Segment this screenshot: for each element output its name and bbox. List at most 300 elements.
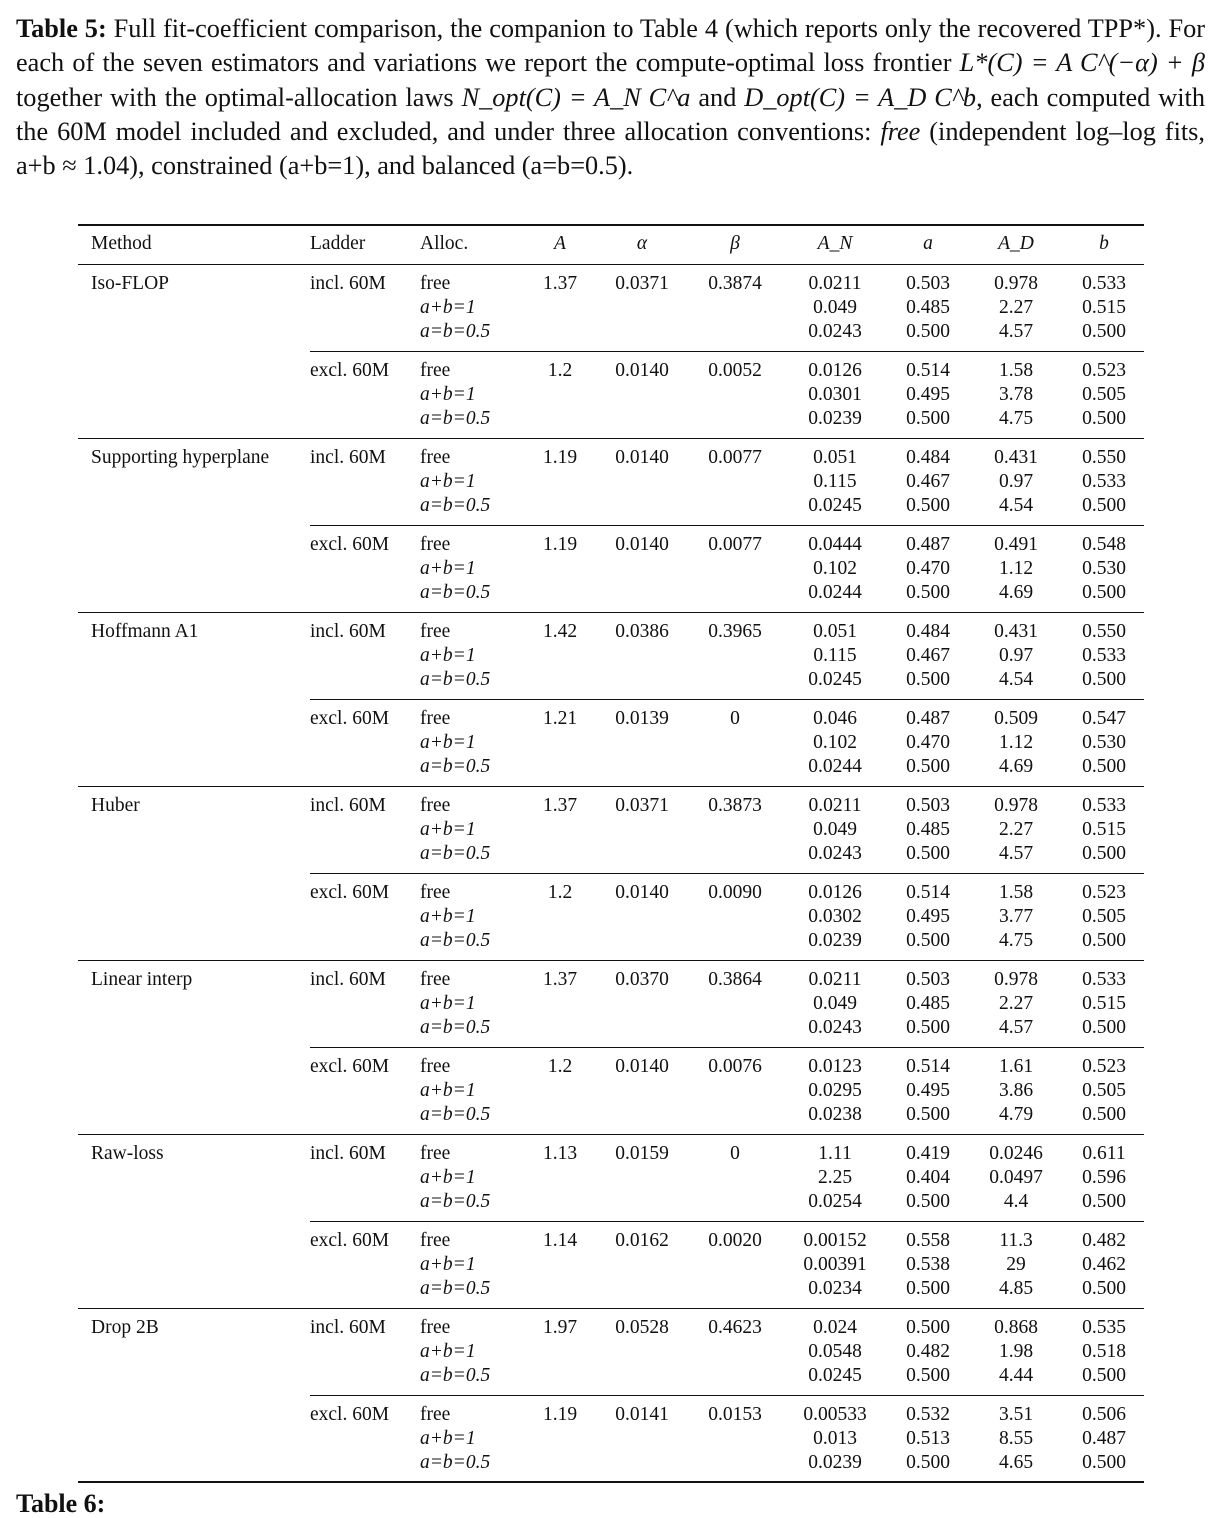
table-row <box>310 1134 1144 1221</box>
cell-alpha: 0.0370 <box>615 969 669 990</box>
cell-A-D-value: 1.58 <box>998 882 1034 903</box>
cell-b <box>1071 272 1137 344</box>
header-a: a <box>923 233 933 254</box>
cell-alpha: 0.0386 <box>615 621 669 642</box>
cell-a <box>896 968 960 1040</box>
method-name: Supporting hyperplane <box>91 447 270 468</box>
cell-b-value: 0.500 <box>1082 582 1126 603</box>
cell-A-D-value: 1.61 <box>998 1056 1034 1077</box>
cell-A-D <box>975 359 1057 431</box>
cell-b-value: 0.515 <box>1082 819 1126 840</box>
cell-A-D-value: 0.978 <box>994 273 1038 294</box>
cell-a-value: 0.500 <box>906 495 950 516</box>
cell-A: 1.13 <box>542 1143 578 1164</box>
header-alloc: Alloc. <box>420 233 469 254</box>
method-name: Raw-loss <box>91 1143 164 1164</box>
method-name: Linear interp <box>91 969 193 990</box>
cell-a-value: 0.484 <box>906 621 950 642</box>
cell-a-value: 0.500 <box>906 1104 950 1125</box>
cell-A-D <box>975 272 1057 344</box>
cell-A-N-value: 0.024 <box>813 1317 857 1338</box>
method-name: Drop 2B <box>91 1317 159 1338</box>
cell-a <box>896 1316 960 1388</box>
cell-A-D <box>975 1403 1057 1475</box>
cell-a-value: 0.500 <box>906 669 950 690</box>
cell-alloc <box>420 881 490 953</box>
cell-A-D-value: 0.431 <box>994 447 1038 468</box>
cell-alpha: 0.0140 <box>615 882 669 903</box>
cell-b-value: 0.500 <box>1082 408 1126 429</box>
row-rule <box>310 1395 1144 1396</box>
cell-a-value: 0.514 <box>906 360 950 381</box>
alloc-label: free <box>420 708 451 729</box>
cell-A-N-value: 0.051 <box>813 447 857 468</box>
cell-alloc <box>420 359 490 431</box>
cell-A-D-value: 0.978 <box>994 969 1038 990</box>
cell-A-N-value: 0.049 <box>813 819 857 840</box>
cell-b-value: 0.530 <box>1082 732 1126 753</box>
cell-a-value: 0.495 <box>906 1080 950 1101</box>
cell-A-N <box>790 1403 880 1475</box>
cell-a <box>896 1229 960 1301</box>
cell-A-D <box>975 533 1057 605</box>
cell-alloc <box>420 1403 490 1475</box>
alloc-label: free <box>420 1056 451 1077</box>
cell-A-D-value: 4.54 <box>998 669 1034 690</box>
cell-b-value: 0.500 <box>1082 495 1126 516</box>
cell-b <box>1071 1229 1137 1301</box>
cell-b-value: 0.500 <box>1082 1452 1126 1473</box>
cell-A-N-value: 0.0254 <box>808 1191 862 1212</box>
cell-A-N-value: 0.00152 <box>803 1230 867 1251</box>
table-row <box>310 873 1144 960</box>
cell-A: 1.2 <box>547 882 573 903</box>
cell-alpha: 0.0140 <box>615 360 669 381</box>
cell-A-D-value: 11.3 <box>999 1230 1033 1251</box>
cell-alpha: 0.0528 <box>615 1317 669 1338</box>
table-row <box>310 1308 1144 1395</box>
cell-a-value: 0.503 <box>906 969 950 990</box>
alloc-label: a=b=0.5 <box>420 669 491 690</box>
cell-a-value: 0.482 <box>906 1341 950 1362</box>
cell-a-value: 0.503 <box>906 795 950 816</box>
alloc-label: free <box>420 1404 451 1425</box>
cell-A-D-value: 1.12 <box>998 558 1034 579</box>
alloc-label: a=b=0.5 <box>420 495 491 516</box>
cell-A-N <box>790 533 880 605</box>
cell-A-D-value: 1.98 <box>998 1341 1034 1362</box>
cell-A-N-value: 0.0295 <box>808 1080 862 1101</box>
caption-formula-d: D_opt(C) = A_D C^b <box>744 82 977 112</box>
cell-a-value: 0.485 <box>906 819 950 840</box>
cell-a-value: 0.470 <box>906 732 950 753</box>
cell-b-value: 0.500 <box>1082 843 1126 864</box>
cell-A: 1.19 <box>542 534 578 555</box>
cell-alpha: 0.0139 <box>615 708 669 729</box>
cell-A-N-value: 0.0126 <box>808 882 862 903</box>
cell-A-D-value: 3.78 <box>998 384 1034 405</box>
cell-A-N-value: 0.0239 <box>808 1452 862 1473</box>
cell-A-N-value: 0.0211 <box>808 273 862 294</box>
cell-A: 1.21 <box>542 708 578 729</box>
cell-a-value: 0.500 <box>906 1017 950 1038</box>
cell-a <box>896 707 960 779</box>
cell-a-value: 0.467 <box>906 471 950 492</box>
cell-a-value: 0.487 <box>906 534 950 555</box>
cell-alpha: 0.0162 <box>615 1230 669 1251</box>
cell-b-value: 0.533 <box>1082 969 1126 990</box>
cell-alpha: 0.0159 <box>615 1143 669 1164</box>
caption-text-4: , each computed with the 60M model included and excluded, and under three allocation conventions: <box>16 82 1205 146</box>
alloc-label: a+b=1 <box>420 297 476 318</box>
cell-alloc <box>420 794 490 866</box>
cell-A-D-value: 0.431 <box>994 621 1038 642</box>
cell-A-N-value: 0.049 <box>813 993 857 1014</box>
cell-a-value: 0.404 <box>906 1167 950 1188</box>
cell-ladder: incl. 60M <box>310 621 386 642</box>
alloc-label: a+b=1 <box>420 906 476 927</box>
cell-A-N-value: 2.25 <box>817 1167 853 1188</box>
cell-a-value: 0.485 <box>906 993 950 1014</box>
cell-A-N-value: 0.0244 <box>808 756 862 777</box>
cell-b-value: 0.505 <box>1082 384 1126 405</box>
alloc-label: a+b=1 <box>420 558 476 579</box>
header-method: Method <box>91 233 152 254</box>
alloc-label: a=b=0.5 <box>420 1452 491 1473</box>
table-row <box>310 438 1144 525</box>
cell-A-N <box>790 446 880 518</box>
cell-A-N <box>790 1055 880 1127</box>
table-row <box>310 786 1144 873</box>
table-row <box>310 525 1144 612</box>
cell-A-D-value: 4.57 <box>998 843 1034 864</box>
cell-A: 1.37 <box>542 969 578 990</box>
cell-A-N <box>790 794 880 866</box>
cell-A-N <box>790 359 880 431</box>
cell-A: 1.42 <box>542 621 578 642</box>
row-rule <box>310 1047 1144 1048</box>
cell-A: 1.19 <box>542 1404 578 1425</box>
cell-b <box>1071 446 1137 518</box>
method-group <box>78 960 1144 1134</box>
cell-A-N-value: 0.0211 <box>808 969 862 990</box>
cell-alloc <box>420 1055 490 1127</box>
cell-A-N-value: 0.0243 <box>808 1017 862 1038</box>
cell-A-N <box>790 1316 880 1388</box>
cell-A-N-value: 1.11 <box>818 1143 852 1164</box>
cell-A-D-value: 1.12 <box>998 732 1034 753</box>
cell-beta: 0.3874 <box>708 273 762 294</box>
cell-b-value: 0.518 <box>1082 1341 1126 1362</box>
cell-A-D-value: 1.58 <box>998 360 1034 381</box>
cell-a-value: 0.500 <box>906 1191 950 1212</box>
cell-b-value: 0.462 <box>1082 1254 1126 1275</box>
cell-b-value: 0.533 <box>1082 471 1126 492</box>
cell-alloc <box>420 272 490 344</box>
cell-A: 1.97 <box>542 1317 578 1338</box>
cell-A-D-value: 4.57 <box>998 321 1034 342</box>
alloc-label: a=b=0.5 <box>420 1278 491 1299</box>
cell-A-N-value: 0.00391 <box>803 1254 867 1275</box>
cell-a-value: 0.500 <box>906 756 950 777</box>
cell-b <box>1071 1142 1137 1214</box>
cell-b-value: 0.505 <box>1082 1080 1126 1101</box>
cell-A-D <box>975 968 1057 1040</box>
cell-b-value: 0.523 <box>1082 1056 1126 1077</box>
cell-a-value: 0.500 <box>906 1317 950 1338</box>
row-rule <box>310 351 1144 352</box>
cell-a-value: 0.558 <box>906 1230 950 1251</box>
alloc-label: a=b=0.5 <box>420 1365 491 1386</box>
alloc-label: a+b=1 <box>420 732 476 753</box>
alloc-label: free <box>420 273 451 294</box>
cell-A-N-value: 0.0234 <box>808 1278 862 1299</box>
header-ladder: Ladder <box>310 233 366 254</box>
cell-ladder: excl. 60M <box>310 708 390 729</box>
method-name: Iso-FLOP <box>91 273 170 294</box>
cell-a-value: 0.419 <box>906 1143 950 1164</box>
row-rule <box>310 525 1144 526</box>
method-group <box>78 1308 1144 1482</box>
cell-A-D <box>975 1229 1057 1301</box>
alloc-label: free <box>420 534 451 555</box>
alloc-label: a=b=0.5 <box>420 843 491 864</box>
method-name: Huber <box>91 795 140 816</box>
cell-beta: 0.3864 <box>708 969 762 990</box>
cell-a-value: 0.500 <box>906 1452 950 1473</box>
cell-b <box>1071 359 1137 431</box>
alloc-label: free <box>420 1143 451 1164</box>
cell-b-value: 0.515 <box>1082 297 1126 318</box>
cell-A-D-value: 0.97 <box>998 471 1034 492</box>
cell-a-value: 0.500 <box>906 408 950 429</box>
alloc-label: a=b=0.5 <box>420 1017 491 1038</box>
cell-A-D-value: 3.86 <box>998 1080 1034 1101</box>
cell-beta: 0.0077 <box>708 534 762 555</box>
cell-A-D <box>975 707 1057 779</box>
next-caption-fragment: Table 6: <box>16 1489 106 1518</box>
cell-beta: 0 <box>730 1143 740 1164</box>
cell-b-value: 0.506 <box>1082 1404 1126 1425</box>
cell-b-value: 0.535 <box>1082 1317 1126 1338</box>
cell-a-value: 0.500 <box>906 1365 950 1386</box>
cell-A: 1.14 <box>542 1230 578 1251</box>
cell-A-N-value: 0.115 <box>813 645 857 666</box>
table-bottom-rule <box>78 1481 1144 1483</box>
row-rule <box>310 699 1144 700</box>
cell-b-value: 0.550 <box>1082 447 1126 468</box>
cell-a-value: 0.467 <box>906 645 950 666</box>
cell-A-N-value: 0.013 <box>813 1428 857 1449</box>
cell-A-D <box>975 1142 1057 1214</box>
cell-a-value: 0.532 <box>906 1404 950 1425</box>
header-alpha: α <box>636 233 648 254</box>
cell-A-N-value: 0.0245 <box>808 669 862 690</box>
cell-alloc <box>420 968 490 1040</box>
cell-alloc <box>420 446 490 518</box>
cell-a-value: 0.484 <box>906 447 950 468</box>
alloc-label: free <box>420 447 451 468</box>
caption-text-2: together with the optimal-allocation laws <box>16 82 462 112</box>
row-rule <box>310 1221 1144 1222</box>
method-group <box>78 612 1144 786</box>
cell-A-N-value: 0.0245 <box>808 495 862 516</box>
cell-b-value: 0.550 <box>1082 621 1126 642</box>
caption-label: Table 5: <box>16 14 107 43</box>
cell-A-N-value: 0.0123 <box>808 1056 862 1077</box>
cell-A-N-value: 0.0211 <box>808 795 862 816</box>
cell-b <box>1071 1403 1137 1475</box>
alloc-label: free <box>420 795 451 816</box>
alloc-label: a+b=1 <box>420 645 476 666</box>
cell-b <box>1071 707 1137 779</box>
cell-ladder: excl. 60M <box>310 360 390 381</box>
cell-alpha: 0.0141 <box>615 1404 669 1425</box>
cell-b-value: 0.548 <box>1082 534 1126 555</box>
alloc-label: a+b=1 <box>420 1341 476 1362</box>
cell-b-value: 0.533 <box>1082 273 1126 294</box>
alloc-label: a=b=0.5 <box>420 408 491 429</box>
alloc-label: free <box>420 1317 451 1338</box>
cell-ladder: incl. 60M <box>310 447 386 468</box>
cell-b-value: 0.533 <box>1082 795 1126 816</box>
cell-A-D-value: 4.54 <box>998 495 1034 516</box>
cell-A-D-value: 0.491 <box>994 534 1038 555</box>
cell-b <box>1071 1316 1137 1388</box>
alloc-label: a+b=1 <box>420 471 476 492</box>
cell-alloc <box>420 533 490 605</box>
alloc-label: a=b=0.5 <box>420 321 491 342</box>
cell-ladder: incl. 60M <box>310 1317 386 1338</box>
cell-A-N-value: 0.0302 <box>808 906 862 927</box>
cell-A-N-value: 0.0243 <box>808 843 862 864</box>
cell-b-value: 0.523 <box>1082 882 1126 903</box>
alloc-label: a+b=1 <box>420 1167 476 1188</box>
cell-A-N-value: 0.0245 <box>808 1365 862 1386</box>
cell-A-D-value: 2.27 <box>998 819 1034 840</box>
cell-A-D-value: 3.51 <box>998 1404 1034 1425</box>
alloc-label: free <box>420 1230 451 1251</box>
cell-A-D-value: 4.75 <box>998 408 1034 429</box>
cell-alpha: 0.0371 <box>615 273 669 294</box>
cell-a-value: 0.513 <box>906 1428 950 1449</box>
table-row <box>310 699 1144 786</box>
cell-A-N <box>790 1142 880 1214</box>
cell-a-value: 0.500 <box>906 321 950 342</box>
cell-alloc <box>420 1316 490 1388</box>
cell-alpha: 0.0140 <box>615 534 669 555</box>
cell-ladder: incl. 60M <box>310 1143 386 1164</box>
caption-text-5: (independent log–log fits, a+b ≈ 1.04), constrained (a+b=1), and balanced (a=b=0.5). <box>16 116 1205 181</box>
cell-ladder: excl. 60M <box>310 1404 390 1425</box>
cell-A-D-value: 2.27 <box>998 297 1034 318</box>
alloc-label: a=b=0.5 <box>420 1104 491 1125</box>
alloc-label: a+b=1 <box>420 993 476 1014</box>
table-row <box>310 960 1144 1047</box>
cell-A-D-value: 4.69 <box>998 582 1034 603</box>
alloc-label: free <box>420 621 451 642</box>
cell-A-N-value: 0.051 <box>813 621 857 642</box>
alloc-label: free <box>420 360 451 381</box>
cell-A-D-value: 0.868 <box>994 1317 1038 1338</box>
cell-A-N <box>790 272 880 344</box>
cell-A-N-value: 0.0444 <box>808 534 862 555</box>
cell-A-D-value: 0.978 <box>994 795 1038 816</box>
cell-beta: 0.0077 <box>708 447 762 468</box>
cell-ladder: excl. 60M <box>310 882 390 903</box>
cell-A-N-value: 0.0126 <box>808 360 862 381</box>
cell-b-value: 0.487 <box>1082 1428 1126 1449</box>
cell-b-value: 0.500 <box>1082 1017 1126 1038</box>
cell-a-value: 0.514 <box>906 1056 950 1077</box>
cell-ladder: excl. 60M <box>310 1056 390 1077</box>
caption-text-1: Full fit-coefficient comparison, the companion to Table 4 (which reports only the recovered TPP*). For each of the seven estimators and variations we report the compute-optimal loss frontier <box>16 14 1205 78</box>
alloc-label: a=b=0.5 <box>420 582 491 603</box>
table-row <box>310 1395 1144 1482</box>
cell-A-N-value: 0.0239 <box>808 408 862 429</box>
cell-alloc <box>420 707 490 779</box>
alloc-label: a=b=0.5 <box>420 1191 491 1212</box>
cell-A-N <box>790 1229 880 1301</box>
cell-A-N-value: 0.0239 <box>808 930 862 951</box>
cell-b-value: 0.500 <box>1082 321 1126 342</box>
row-rule <box>310 873 1144 874</box>
cell-A-N-value: 0.0244 <box>808 582 862 603</box>
caption-formula-n: N_opt(C) = A_N C^a <box>461 82 691 112</box>
cell-b-value: 0.547 <box>1082 708 1126 729</box>
cell-ladder: incl. 60M <box>310 273 386 294</box>
cell-A-N-value: 0.046 <box>813 708 857 729</box>
cell-A-N-value: 0.049 <box>813 297 857 318</box>
cell-a-value: 0.487 <box>906 708 950 729</box>
table-row <box>310 264 1144 351</box>
cell-b-value: 0.505 <box>1082 906 1126 927</box>
cell-b-value: 0.500 <box>1082 756 1126 777</box>
header-A-N: A_N <box>817 233 853 254</box>
cell-A-D <box>975 446 1057 518</box>
cell-a <box>896 620 960 692</box>
cell-alloc <box>420 1142 490 1214</box>
cell-ladder: incl. 60M <box>310 795 386 816</box>
table-row <box>310 612 1144 699</box>
cell-A-D-value: 4.57 <box>998 1017 1034 1038</box>
cell-a <box>896 533 960 605</box>
method-group <box>78 1134 1144 1308</box>
cell-A-N-value: 0.00533 <box>803 1404 867 1425</box>
cell-A-D-value: 4.75 <box>998 930 1034 951</box>
caption-free-word: free <box>880 116 921 146</box>
cell-A-D <box>975 1316 1057 1388</box>
cell-a <box>896 359 960 431</box>
cell-alpha: 0.0371 <box>615 795 669 816</box>
table-row <box>310 1221 1144 1308</box>
cell-A-D-value: 4.65 <box>998 1452 1034 1473</box>
method-name: Hoffmann A1 <box>91 621 199 642</box>
cell-a <box>896 272 960 344</box>
cell-b <box>1071 533 1137 605</box>
cell-alpha: 0.0140 <box>615 447 669 468</box>
cell-beta: 0.0153 <box>708 1404 762 1425</box>
cell-beta: 0.3873 <box>708 795 762 816</box>
cell-beta: 0.0090 <box>708 882 762 903</box>
cell-A-D-value: 2.27 <box>998 993 1034 1014</box>
cell-alpha: 0.0140 <box>615 1056 669 1077</box>
cell-beta: 0.4623 <box>708 1317 762 1338</box>
cell-b-value: 0.523 <box>1082 360 1126 381</box>
cell-A-D-value: 0.0497 <box>989 1167 1043 1188</box>
cell-a-value: 0.500 <box>906 930 950 951</box>
cell-b-value: 0.500 <box>1082 1278 1126 1299</box>
